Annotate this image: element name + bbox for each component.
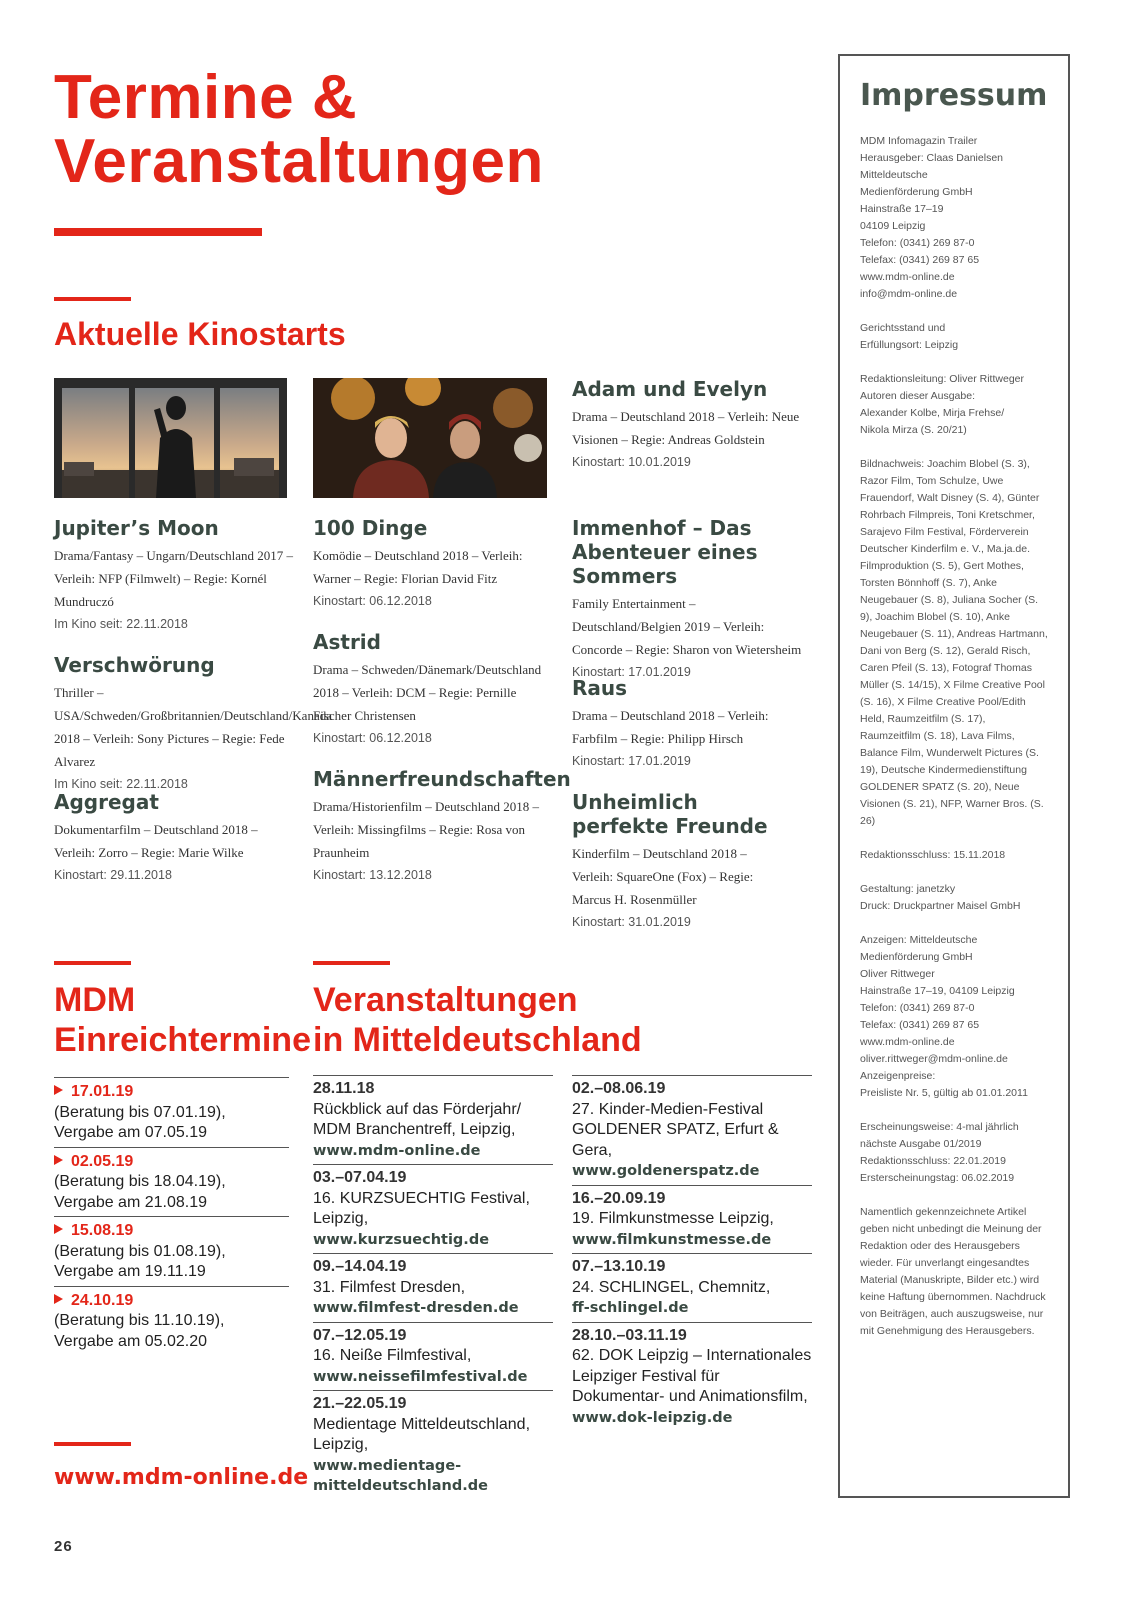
film-verschwoerung: [54, 653, 332, 795]
film-maennerfreundschaften: [313, 767, 571, 886]
title-underline: [54, 228, 262, 236]
film-start: Kinostart: 31.01.2019: [572, 915, 691, 929]
event-item: [572, 1185, 812, 1254]
film-title: Jupiter’s Moon: [54, 516, 219, 540]
event-date: 28.10.–03.11.19: [572, 1326, 687, 1344]
event-text: Medientage Mitteldeutschland, Leipzig,: [313, 1415, 531, 1453]
film-100-dinge: [313, 516, 553, 612]
event-date: 02.–08.06.19: [572, 1080, 666, 1097]
event-text: 31. Filmfest Dresden,: [313, 1278, 466, 1296]
impressum-paragraph: Gestaltung: janetzky Druck: Druckpartner Maisel GmbH: [860, 883, 1021, 912]
film-desc: Dokumentarfilm – Deutschland 2018 – Verleih: Zorro – Regie: Marie Wilke: [54, 822, 258, 860]
film-still-jupiters-moon-image: [54, 378, 287, 498]
triangle-icon: [54, 1085, 63, 1095]
event-link[interactable]: www.dok-leipzig.de: [572, 1409, 733, 1426]
mdm-date-line-2: Vergabe am 07.05.19: [54, 1124, 208, 1141]
film-immenhof: [572, 516, 802, 683]
mdm-date-line-2: Vergabe am 19.11.19: [54, 1263, 206, 1280]
event-link[interactable]: www.medientage-mitteldeutschland.de: [313, 1457, 488, 1494]
impressum-title: Impressum: [860, 78, 1048, 113]
event-link[interactable]: www.kurzsuechtig.de: [313, 1231, 490, 1248]
page-title-line-2: Veranstaltungen: [54, 127, 544, 196]
mdm-date-line-1: (Beratung bis 07.01.19),: [54, 1103, 226, 1121]
triangle-icon: [54, 1224, 63, 1234]
event-date: 21.–22.05.19: [313, 1395, 407, 1412]
event-text: 16. Neiße Filmfestival,: [313, 1347, 472, 1364]
section-rule-bottom: [54, 1442, 131, 1446]
impressum-paragraph: Namentlich gekennzeichnete Artikel geben nicht unbedingt die Meinung der Redaktion oder des Herausgebers wieder. Für unverlangt eingesandtes Material (Manuskripte, Bilder etc.) wird keine Haftung übernommen. Nachdruck von Beiträgen, auch auszugsweise, nur mit Genehmigung des Herausgebers.: [860, 1206, 1046, 1337]
event-text: 24. SCHLINGEL, Chemnitz,: [572, 1278, 771, 1296]
mdm-date-item: [54, 1077, 289, 1147]
film-aggregat: [54, 790, 294, 886]
event-text: 19. Filmkunstmesse Leipzig,: [572, 1210, 774, 1227]
film-start: Kinostart: 10.01.2019: [572, 455, 691, 469]
film-desc: Thriller – USA/Schweden/Großbritannien/Deutschland/Kanada 2018 – Verleih: Sony Pictures – Regie: Fede Alvarez: [54, 685, 332, 769]
mdm-date-item: [54, 1216, 289, 1286]
film-adam-und-evelyn: [572, 377, 812, 473]
film-start: Kinostart: 13.12.2018: [313, 868, 432, 882]
film-desc: Komödie – Deutschland 2018 – Verleih: Warner – Regie: Florian David Fitz: [313, 548, 523, 586]
mdm-date-list: [54, 1077, 289, 1355]
mdm-date-item: [54, 1147, 289, 1217]
film-desc: Drama – Schweden/Dänemark/Deutschland 2018 – Verleih: DCM – Regie: Pernille Fischer Christensen: [313, 662, 542, 723]
film-title: Raus: [572, 676, 628, 700]
event-item: [313, 1075, 553, 1164]
event-item: [313, 1390, 553, 1500]
mdm-date-line-2: Vergabe am 05.02.20: [54, 1332, 208, 1350]
event-link[interactable]: www.goldenerspatz.de: [572, 1163, 760, 1179]
film-start: Kinostart: 06.12.2018: [313, 731, 432, 745]
event-text: Rückblick auf das Förderjahr/ MDM Branchentreff, Leipzig,: [313, 1100, 522, 1138]
film-astrid: [313, 630, 553, 749]
section-rule-mdm: [54, 961, 131, 965]
bottom-website-link[interactable]: www.mdm-online.de: [54, 1465, 309, 1490]
event-item: [572, 1253, 812, 1322]
film-start: Kinostart: 17.01.2019: [572, 665, 691, 679]
event-link[interactable]: www.filmfest-dresden.de: [313, 1300, 519, 1316]
page-number: 26: [54, 1538, 73, 1555]
film-title: Astrid: [313, 630, 381, 654]
triangle-icon: [54, 1294, 63, 1304]
impressum-paragraph: Erscheinungsweise: 4-mal jährlich nächste Ausgabe 01/2019 Redaktionsschluss: 22.01.2019 Ersterscheinungstag: 06.02.2019: [860, 1121, 1019, 1184]
film-title: Immenhof – Das Abenteuer eines Sommers: [572, 516, 758, 588]
triangle-icon: [54, 1155, 63, 1165]
film-start: Kinostart: 29.11.2018: [54, 868, 172, 882]
mdm-date-line-1: (Beratung bis 01.08.19),: [54, 1242, 226, 1260]
mdm-date: 02.05.19: [71, 1152, 134, 1170]
event-date: 07.–12.05.19: [313, 1326, 407, 1344]
film-title: Verschwörung: [54, 653, 215, 677]
mdm-date-line-1: (Beratung bis 18.04.19),: [54, 1173, 226, 1190]
event-link[interactable]: www.filmkunstmesse.de: [572, 1231, 772, 1248]
mdm-date-line-2: Vergabe am 21.08.19: [54, 1193, 208, 1211]
film-start: Im Kino seit: 22.11.2018: [54, 777, 188, 791]
event-date: 28.11.18: [313, 1080, 375, 1097]
film-unheimlich-perfekte-freunde: [572, 790, 772, 933]
film-desc: Drama – Deutschland 2018 – Verleih: Neue Visionen – Regie: Andreas Goldstein: [572, 409, 800, 447]
mdm-heading: [54, 980, 311, 1060]
page-title-line-1: Termine &: [54, 63, 358, 132]
section-rule-events: [313, 961, 390, 965]
film-start: Kinostart: 17.01.2019: [572, 754, 691, 768]
film-start: Kinostart: 06.12.2018: [313, 594, 432, 608]
page-title: [54, 63, 544, 196]
event-item: [572, 1075, 812, 1185]
event-date: 07.–13.10.19: [572, 1258, 666, 1275]
film-still-100-dinge-image: [313, 378, 547, 498]
mdm-date: 17.01.19: [71, 1083, 134, 1100]
event-date: 03.–07.04.19: [313, 1169, 407, 1186]
impressum-paragraph: Redaktionsschluss: 15.11.2018: [860, 849, 1006, 861]
film-desc: Kinderfilm – Deutschland 2018 – Verleih: SquareOne (Fox) – Regie: Marcus H. Rosenmüller: [572, 846, 754, 907]
event-link[interactable]: www.mdm-online.de: [313, 1142, 481, 1159]
event-link[interactable]: www.neissefilmfestival.de: [313, 1368, 528, 1385]
film-start: Im Kino seit: 22.11.2018: [54, 617, 188, 631]
event-link[interactable]: ff-schlingel.de: [572, 1300, 689, 1316]
events-column-2: [572, 1075, 812, 1431]
film-desc: Drama/Fantasy – Ungarn/Deutschland 2017 – Verleih: NFP (Filmwelt) – Regie: Kornél Mundruczó: [54, 548, 294, 609]
event-text: 62. DOK Leipzig – Internationales Leipziger Festival für Dokumentar- und Animationsfilm,: [572, 1347, 812, 1405]
events-heading-line-1: Veranstaltungen: [313, 981, 578, 1019]
film-title: Adam und Evelyn: [572, 377, 768, 401]
film-still-100-dinge: [313, 378, 547, 498]
film-still-jupiters-moon: [54, 378, 287, 498]
film-desc: Family Entertainment – Deutschland/Belgien 2019 – Verleih: Concorde – Regie: Sharon von Wietersheim: [572, 596, 802, 657]
film-raus: [572, 676, 812, 772]
film-title: Aggregat: [54, 790, 159, 814]
impressum-paragraph: MDM Infomagazin Trailer Herausgeber: Claas Danielsen Mitteldeutsche Medienförderung GmbH Hainstraße 17–19 04109 Leipzig Telefon: (0341) 269 87-0 Telefax: (0341) 269 87 65 www.mdm-online.de info@mdm-online.de: [860, 135, 1003, 300]
event-text: 27. Kinder-Medien-Festival GOLDENER SPATZ, Erfurt & Gera,: [572, 1100, 779, 1159]
impressum-paragraph: Anzeigen: Mitteldeutsche Medienförderung GmbH Oliver Rittweger Hainstraße 17–19, 04109 Leipzig Telefon: (0341) 269 87-0 Telefax: (0341) 269 87 65 www.mdm-online.de oliver.rittweger@mdm-online.de Anzeigenpreise: Preisliste Nr. 5, gültig ab 01.01.2011: [860, 934, 1028, 1099]
event-item: [313, 1164, 553, 1253]
impressum-paragraph: Bildnachweis: Joachim Blobel (S. 3), Razor Film, Tom Schulze, Uwe Frauendorf, Walt Disney (S. 4), Günter Rohrbach Filmpreis, Toni Kretschmer, Sarajevo Film Festival, Förderverein Deutscher Kinderfilm e. V., Ma.ja.de. Filmproduktion (S. 5), Gert Mothes, Torsten Bönnhoff (S. 7), Anke Neugebauer (S. 8), Juliana Socher (S. 9), Joachim Blobel (S. 10), Anke Neugebauer (S. 11), Andreas Hartmann, Dani von Berg (S. 12), Gerald Risch, Caren Pfeil (S. 13), Fotograf Thomas Müller (S. 14/15), X Filme Creative Pool (S. 16), X Filme Creative Pool/Edith Held, Raumzeitfilm (S. 17), Raumzeitfilm (S. 18), Lava Films, Balance Film, Wunderwelt Pictures (S. 19), Deutsche Kindermedienstiftung GOLDENER SPATZ (S. 20), Neue Visionen (S. 21), NFP, Warner Bros. (S. 26): [860, 458, 1048, 827]
film-jupiters-moon: [54, 516, 294, 635]
event-item: [313, 1322, 553, 1391]
impressum-paragraph: Redaktionsleitung: Oliver Rittweger Autoren dieser Ausgabe: Alexander Kolbe, Mirja Frehse/ Nikola Mirza (S. 20/21): [860, 373, 1024, 436]
mdm-date: 15.08.19: [71, 1222, 134, 1239]
event-item: [572, 1322, 812, 1432]
events-column-1: [313, 1075, 553, 1500]
film-title: 100 Dinge: [313, 516, 428, 540]
mdm-date-line-1: (Beratung bis 11.10.19),: [54, 1312, 225, 1329]
kinostarts-heading: Aktuelle Kinostarts: [54, 316, 346, 352]
event-item: [313, 1253, 553, 1322]
film-desc: Drama – Deutschland 2018 – Verleih: Farbfilm – Regie: Philipp Hirsch: [572, 708, 769, 746]
film-title: Männerfreundschaften: [313, 767, 571, 791]
event-date: 16.–20.09.19: [572, 1189, 666, 1207]
impressum-paragraph: Gerichtsstand und Erfüllungsort: Leipzig: [860, 322, 959, 351]
mdm-date: 24.10.19: [71, 1291, 134, 1309]
events-heading-line-2: in Mitteldeutschland: [313, 1021, 642, 1059]
mdm-heading-line-2: Einreichtermine: [54, 1021, 311, 1059]
film-desc: Drama/Historienfilm – Deutschland 2018 – Verleih: Missingfilms – Regie: Rosa von Praunheim: [313, 799, 540, 860]
event-date: 09.–14.04.19: [313, 1258, 407, 1275]
impressum-box: [838, 54, 1070, 1498]
mdm-date-item: [54, 1286, 289, 1356]
section-rule-kinostarts: [54, 297, 131, 301]
mdm-heading-line-1: MDM: [54, 981, 136, 1019]
film-title: Unheimlich perfekte Freunde: [572, 790, 768, 838]
event-text: 16. KURZSUECHTIG Festival, Leipzig,: [313, 1189, 530, 1227]
events-heading: [313, 980, 642, 1060]
